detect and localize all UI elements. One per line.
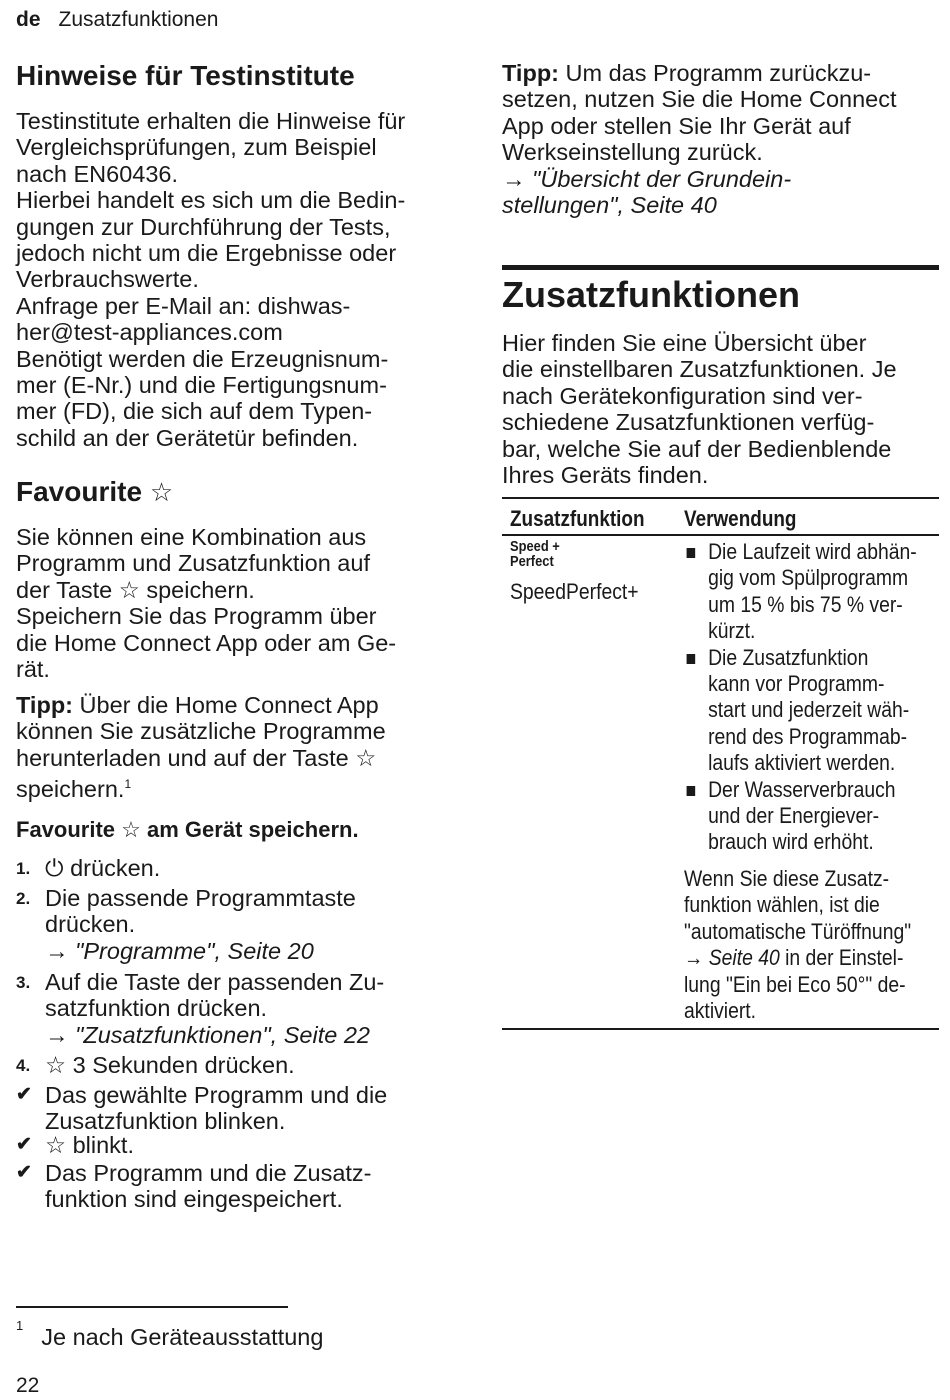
result-text: Zusatzfunktion blinken. — [45, 1108, 286, 1135]
page-number: 22 — [16, 1374, 40, 1397]
footnote-number: 1 — [16, 1318, 24, 1334]
bullet-line: start und jederzeit wäh- — [708, 697, 910, 723]
function-name: SpeedPerfect+ — [510, 579, 639, 604]
result-text: Das Programm und die Zusatz- — [45, 1160, 372, 1186]
bullet-item — [684, 645, 940, 777]
star-icon: ☆ — [121, 817, 141, 842]
bullet-square — [687, 654, 696, 664]
reset-tip — [502, 60, 939, 218]
section-rule — [502, 265, 939, 270]
zusatzfunktionen-intro — [502, 330, 939, 488]
bullet-line: kann vor Programm- — [708, 671, 885, 697]
note-line: aktiviert. — [684, 997, 757, 1023]
link-line: stellungen", Seite 40 — [502, 192, 717, 219]
footnote-rule — [16, 1306, 288, 1308]
text-line: Benötigt werden die Erzeugnisnum- — [16, 345, 389, 372]
zusatzfunktionen-heading: Zusatzfunktionen — [502, 274, 800, 315]
text-line: gungen zur Durchführung der Tests, — [16, 213, 391, 240]
note-line: Wenn Sie diese Zusatz- — [684, 865, 890, 891]
column-header-function: Zusatzfunktion — [510, 506, 645, 531]
check-icon: ✔ — [16, 1084, 32, 1105]
step-number: 3. — [16, 973, 31, 992]
text-line: Anfrage per E-Mail an: dishwas- — [16, 292, 351, 319]
text-line: die Home Connect App oder am Ge- — [16, 629, 397, 656]
tip-line: können Sie zusätzliche Programme — [16, 718, 386, 745]
step-3 — [16, 969, 456, 1048]
link-line: → "Übersicht der Grundein- — [502, 165, 792, 192]
email-line: her@test-appliances.com — [16, 319, 283, 346]
text-line: schild an der Gerätetür befinden. — [16, 424, 359, 451]
bullet-square — [687, 786, 696, 796]
note-line: lung "Ein bei Eco 50°" de- — [684, 971, 906, 997]
text-line: schiedene Zusatzfunktionen verfüg- — [502, 409, 875, 436]
text-line: Hierbei handelt es sich um die Bedin- — [16, 187, 406, 214]
table-header-rule — [502, 534, 939, 536]
text-line: Vergleichsprüfungen, zum Beispiel — [16, 134, 377, 161]
speedperfect-icon — [510, 539, 560, 569]
bullet-item — [684, 777, 940, 856]
tip-label: Tipp: — [502, 60, 559, 86]
cross-reference-link[interactable]: → Seite 40 — [684, 945, 780, 971]
favourite-text — [16, 524, 456, 682]
step-2 — [16, 885, 456, 964]
step-number: 2. — [16, 889, 31, 908]
column-header-usage: Verwendung — [684, 506, 797, 531]
text-line: mer (E-Nr.) und die Fertigungsnum- — [16, 372, 387, 399]
result-2 — [16, 1132, 456, 1158]
text-line: rät. — [16, 656, 50, 683]
tip-label: Tipp: — [16, 692, 73, 718]
note-line: "automatische Türöffnung" — [684, 918, 912, 944]
usage-note — [684, 866, 940, 1024]
note-line: funktion wählen, ist die — [684, 892, 880, 918]
usage-cell — [684, 539, 940, 1024]
text-line: jedoch nicht um die Ergebnisse oder — [16, 240, 397, 267]
footnote-text: Je nach Geräteausstattung — [41, 1324, 324, 1350]
cross-reference-link[interactable]: → "Programme", Seite 20 — [45, 937, 314, 964]
bullet-line: rend des Programmab- — [708, 723, 908, 749]
functions-table — [502, 497, 939, 1037]
text-line: nach EN60436. — [16, 160, 179, 187]
step-text: ☆ 3 Sekunden drücken. — [45, 1052, 295, 1078]
text-line: Speichern Sie das Programm über — [16, 603, 377, 630]
check-icon: ✔ — [16, 1162, 32, 1183]
step-text: Die passende Programmtaste — [45, 885, 356, 911]
text-line: Verbrauchswerte. — [16, 266, 199, 293]
result-3 — [16, 1160, 456, 1213]
tip-line: setzen, nutzen Sie die Home Connect — [502, 86, 897, 113]
bullet-line: kürzt. — [708, 618, 756, 644]
tip-line: speichern. — [16, 776, 125, 803]
step-text: Auf die Taste der passenden Zu- — [45, 969, 385, 995]
text-line: Ihres Geräts finden. — [502, 462, 709, 489]
subheading-part: am Gerät speichern. — [147, 817, 359, 842]
bullet-line: um 15 % bis 75 % ver- — [708, 591, 903, 617]
text-line: Sie können eine Kombination aus — [16, 524, 367, 550]
subheading-part: Favourite — [16, 817, 116, 842]
cross-reference-link[interactable]: → "Zusatzfunktionen", Seite 22 — [45, 1021, 370, 1048]
footnote — [16, 1318, 324, 1351]
table-top-rule — [502, 497, 939, 499]
tip-line: Über die Home Connect App — [79, 692, 379, 718]
step-1 — [16, 855, 456, 881]
icon-label: Perfect — [510, 553, 554, 570]
text-line: Programm und Zusatzfunktion auf — [16, 550, 370, 577]
running-header — [16, 8, 218, 32]
step-text: satzfunktion drücken. — [45, 995, 268, 1022]
tip-line: Um das Programm zurückzu- — [565, 60, 872, 86]
note-line: in der Einstel- — [779, 945, 904, 971]
step-4 — [16, 1052, 456, 1078]
text-line: Testinstitute erhalten die Hinweise für — [16, 108, 406, 134]
star-icon: ☆ — [149, 477, 174, 507]
tip-line: Werkseinstellung zurück. — [502, 139, 763, 166]
result-text: ☆ blinkt. — [45, 1132, 134, 1158]
step-text: ⏻ drücken. — [45, 855, 161, 881]
favourite-title: Favourite — [16, 476, 143, 507]
bullet-line: laufs aktiviert werden. — [708, 750, 896, 776]
favourite-tip — [16, 692, 456, 802]
cross-reference-link[interactable] — [502, 166, 939, 219]
text-line: mer (FD), die sich auf dem Typen- — [16, 398, 373, 425]
bullet-line: Der Wasserverbrauch — [708, 776, 896, 802]
text-line: nach Gerätekonfiguration sind ver- — [502, 382, 863, 409]
bullet-line: Die Laufzeit wird abhän- — [708, 539, 917, 564]
check-icon: ✔ — [16, 1134, 32, 1155]
header-section: Zusatzfunktionen — [58, 8, 219, 31]
bullet-line: und der Energiever- — [708, 803, 880, 829]
testinstitute-heading: Hinweise für Testinstitute — [16, 60, 355, 91]
text-line: bar, welche Sie auf der Bedienblende — [502, 435, 892, 462]
step-number: 4. — [16, 1056, 31, 1075]
result-text: Das gewählte Programm und die — [45, 1082, 388, 1108]
text-line: die einstellbaren Zusatzfunktionen. Je — [502, 356, 897, 383]
favourite-subheading — [16, 817, 456, 843]
bullet-line: gig vom Spülprogramm — [708, 565, 909, 591]
table-bottom-rule — [502, 1028, 939, 1030]
text-line: Hier finden Sie eine Übersicht über — [502, 330, 867, 356]
footnote-ref[interactable]: 1 — [124, 777, 132, 792]
text-line: der Taste ☆ speichern. — [16, 576, 255, 603]
icon-label: Speed + — [510, 538, 560, 555]
step-number: 1. — [16, 859, 31, 878]
result-text: funktion sind eingespeichert. — [45, 1186, 343, 1213]
bullet-item — [684, 539, 940, 645]
testinstitute-text — [16, 108, 456, 451]
bullet-line: Die Zusatzfunktion — [708, 644, 869, 670]
bullet-line: brauch wird erhöht. — [708, 829, 874, 855]
language-code: de — [16, 8, 41, 31]
step-text: drücken. — [45, 911, 136, 938]
tip-line: herunterladen und auf der Taste ☆ — [16, 744, 377, 771]
tip-line: App oder stellen Sie Ihr Gerät auf — [502, 112, 851, 139]
favourite-heading — [16, 476, 456, 508]
bullet-square — [687, 548, 696, 558]
result-1 — [16, 1082, 456, 1135]
